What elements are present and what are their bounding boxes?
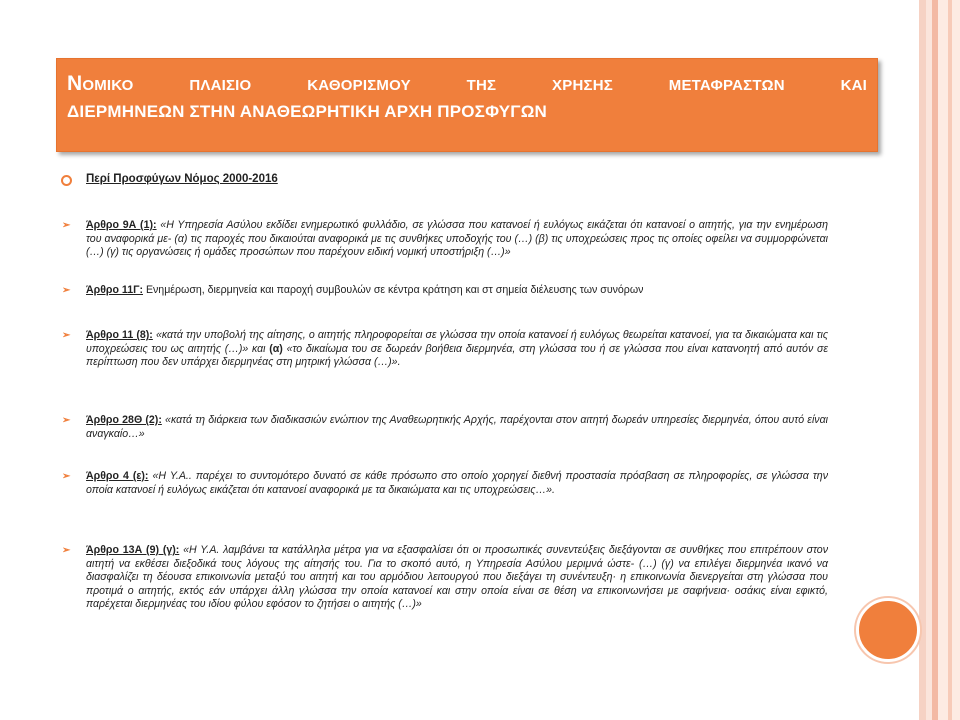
slide-title-line1: Νομικο πλαισιο καθορισμου της χρησης μεταφραστων και xyxy=(67,72,867,95)
arrow-bullet-icon: ➢ xyxy=(62,330,71,341)
arrow-bullet-icon: ➢ xyxy=(62,285,71,296)
article-text: «Η Υπηρεσία Ασύλου εκδίδει ενημερωτικό φυλλάδιο, σε γλώσσα που κατανοεί ή ευλόγως εικάζεται ότι κατανοεί ο αιτητής, για την ενημέρωση του αναφορικά με- (α) τις παροχές που δικαιούται αναφορικά με τις συνθήκες υποδοχής του (…) (β) τις υποχρεώσεις προς τις οποίες οφείλει να συμμορφώνεται (…) (γ) τις οργανώσεις ή ομάδες προσώπων που παρέχουν ειδική νομική υποστήριξη (…)» xyxy=(86,219,828,259)
article-text: «Η Υ.Α.. παρέχει το συντομότερο δυνατό σε κάθε πρόσωπο στο οποίο χορηγεί διεθνή προστασία πρόσβαση σε πληροφορίες, σε γλώσσα την οποία κατανοεί ή ευλόγως εικάζεται ότι κατανοεί αναφορικά με τα δικαιώματα και τις υποχρεώσεις…». xyxy=(86,470,828,496)
list-item xyxy=(62,544,828,612)
slide-title-box xyxy=(56,58,878,152)
article-ref: Άρθρο 4 (ε): xyxy=(86,470,149,482)
article-text-continued: «το δικαίωμα του σε δωρεάν βοήθεια διερμηνέα, στη γλώσσα του ή σε γλώσσα που είναι κατανοητή από αυτόν σε περίπτωση που δεν υπάρχει διερμηνέας στη μητρική γλώσσα (…)». xyxy=(86,342,829,369)
article-ref: Άρθρο 13Α (9) (γ): xyxy=(86,544,180,556)
arrow-bullet-icon: ➢ xyxy=(62,415,71,426)
list-item xyxy=(62,329,828,370)
source-heading-text: Περί Προσφύγων Νόμος 2000-2016 xyxy=(86,173,278,185)
article-ref: Άρθρο 28Θ (2): xyxy=(86,414,162,426)
decorative-stripe xyxy=(948,0,952,720)
decorative-circle xyxy=(856,598,920,662)
ring-bullet-icon xyxy=(61,175,72,186)
list-item xyxy=(62,470,828,497)
article-ref: Άρθρο 11Γ: xyxy=(86,284,143,296)
article-text: Ενημέρωση, διερμηνεία και παροχή συμβουλών σε κέντρα κράτηση και στ σημεία διέλευσης των συνόρων xyxy=(143,284,644,296)
list-item xyxy=(62,219,828,260)
article-ref: Άρθρο 11 (8): xyxy=(86,329,153,341)
list-item xyxy=(62,284,828,298)
arrow-bullet-icon: ➢ xyxy=(62,545,71,556)
slide-title-line2: ΔΙΕΡΜΗΝΕΩΝ ΣΤΗΝ ΑΝΑΘΕΩΡΗΤΙΚΗ ΑΡΧΗ ΠΡΟΣΦΥΓΩΝ xyxy=(67,102,548,121)
arrow-bullet-icon: ➢ xyxy=(62,471,71,482)
source-heading xyxy=(62,173,828,191)
list-item xyxy=(62,414,828,441)
article-text-bold: (α) xyxy=(269,342,283,355)
slide-content xyxy=(62,173,829,611)
decorative-stripe xyxy=(919,0,926,720)
arrow-bullet-icon: ➢ xyxy=(62,220,71,231)
article-ref: Άρθρο 9Α (1): xyxy=(86,219,157,231)
article-text: «κατά τη διάρκεια των διαδικασιών ενώπιον της Αναθεωρητικής Αρχής, παρέχονται στον αιτητή δωρεάν υπηρεσίες διερμηνέα, όπου αυτό είναι αναγκαίο…» xyxy=(86,414,829,440)
article-text: «Η Υ.Α. λαμβάνει τα κατάλληλα μέτρα για να εξασφαλίσει ότι οι προσωπικές συνεντεύξεις διεξάγονται σε συνθήκες που επιτρέπουν στον αιτητή να εκθέσει διεξοδικά τους λόγους της αίτησής του. Για το σκοπό αυτό, η Υπηρεσία Ασύλου μεριμνά ώστε- (…) (γ) να επιλέγει διερμηνέα ικανό να διασφαλίζει τη δέουσα επικοινωνία μεταξύ του αιτητή και του αρμόδιου λειτουργού που διεξάγει τη συνέντευξη· η επικοινωνία διενεργείται στη γλώσσα που προτιμά ο αιτητής, εκτός εάν υπάρχει άλλη γλώσσα την οποία κατανοεί και στην οποία είναι σε θέση να επικοινωνήσει με σαφήνεια· οσάκις είναι εφικτό, παρέχεται διερμηνέας του ιδίου φύλου εφόσον το ζητήσει ο αιτητής (…)» xyxy=(86,544,828,611)
article-text: «κατά την υποβολή της αίτησης, ο αιτητής πληροφορείται σε γλώσσα την οποία κατανοεί ή ευλόγως θεωρείται κατανοεί, για τα δικαιώματα και τις υποχρεώσεις του ως αιτητής (…)» και xyxy=(86,329,828,355)
